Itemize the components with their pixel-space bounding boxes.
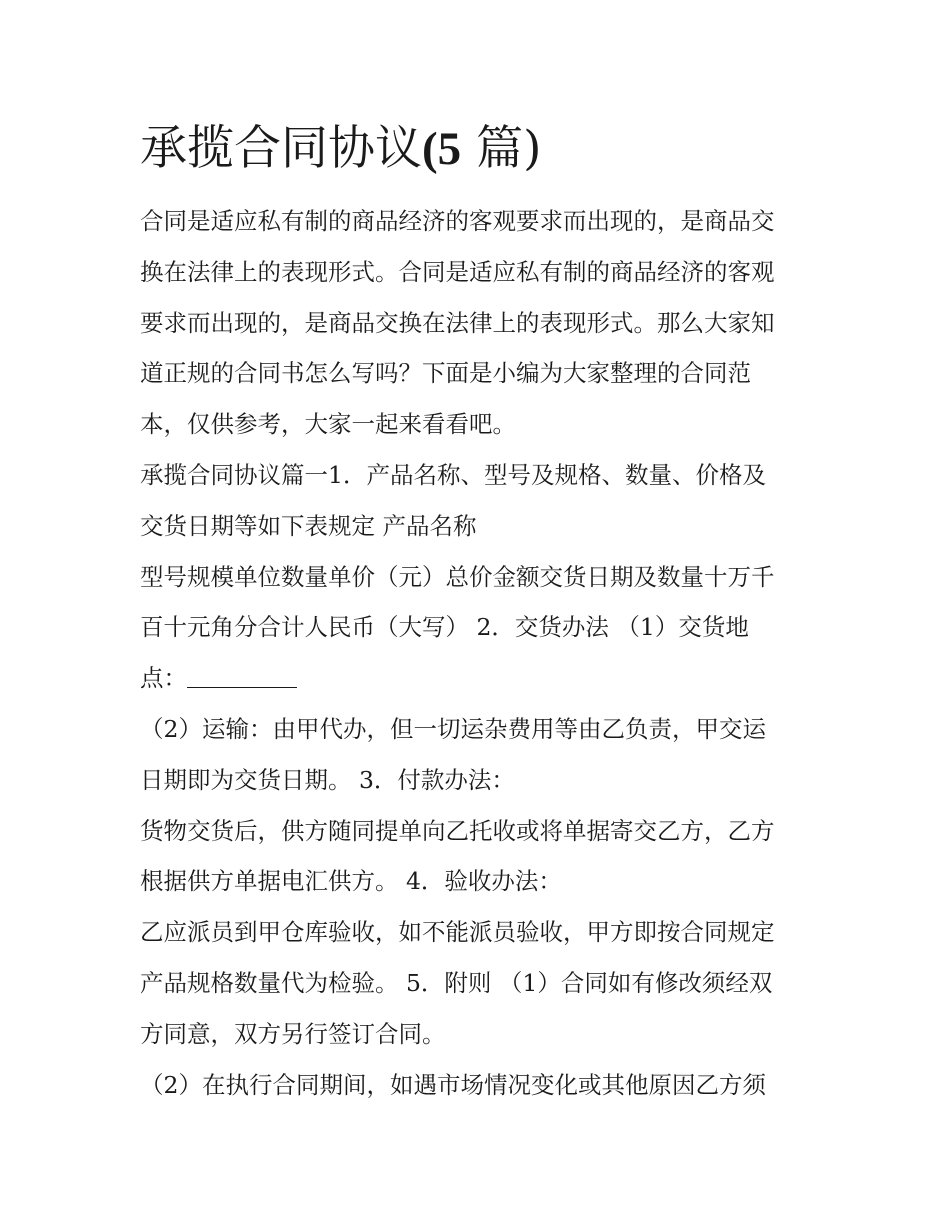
body-line: 换在法律上的表现形式。合同是适应私有制的商品经济的客观 — [140, 257, 775, 286]
body-line: 方同意，双方另行签订合同。 — [140, 1019, 446, 1048]
body-line: 日期即为交货日期。 3．付款办法： — [140, 765, 515, 794]
body-line: 本，仅供参考，大家一起来看看吧。 — [140, 410, 516, 439]
title-count: (5 — [422, 123, 462, 175]
body-line: 货物交货后，供方随同提单向乙托收或将单据寄交乙方，乙方 — [140, 816, 775, 845]
body-line: 交货日期等如下表规定 产品名称 — [140, 511, 477, 540]
body-line: 合同是适应私有制的商品经济的客观要求而出现的，是商品交 — [140, 207, 775, 235]
body-line: 道正规的合同书怎么写吗？下面是小编为大家整理的合同范 — [140, 359, 751, 388]
body-line: 承揽合同协议篇一1．产品名称、型号及规格、数量、价格及 — [140, 460, 766, 489]
body-line-with-blank — [140, 653, 820, 704]
body-line: （2）运输：由甲代办，但一切运杂费用等由乙负责，甲交运 — [140, 714, 766, 743]
document-page — [140, 118, 820, 1110]
body-line: 型号规模单位数量单价（元）总价金额交货日期及数量十万千 — [140, 562, 775, 591]
body-line: 产品规格数量代为检验。 5．附则 （1）合同如有修改须经双 — [140, 968, 773, 997]
body-line: 百十元角分合计人民币（大写） 2．交货办法 （1）交货地 — [140, 613, 749, 642]
body-line: （2）在执行合同期间，如遇市场情况变化或其他原因乙方须 — [140, 1070, 766, 1099]
title-suffix: 篇) — [461, 121, 542, 176]
document-body — [140, 196, 820, 1110]
document-title — [140, 118, 820, 180]
body-line: 要求而出现的，是商品交换在法律上的表现形式。那么大家知 — [140, 308, 775, 337]
title-main: 承揽合同协议 — [140, 121, 422, 176]
fill-in-blank — [187, 665, 297, 688]
body-line: 乙应派员到甲仓库验收，如不能派员验收，甲方即按合同规定 — [140, 918, 775, 947]
body-line: 根据供方单据电汇供方。 4．验收办法： — [140, 867, 562, 896]
delivery-location-label: 点： — [140, 664, 187, 693]
